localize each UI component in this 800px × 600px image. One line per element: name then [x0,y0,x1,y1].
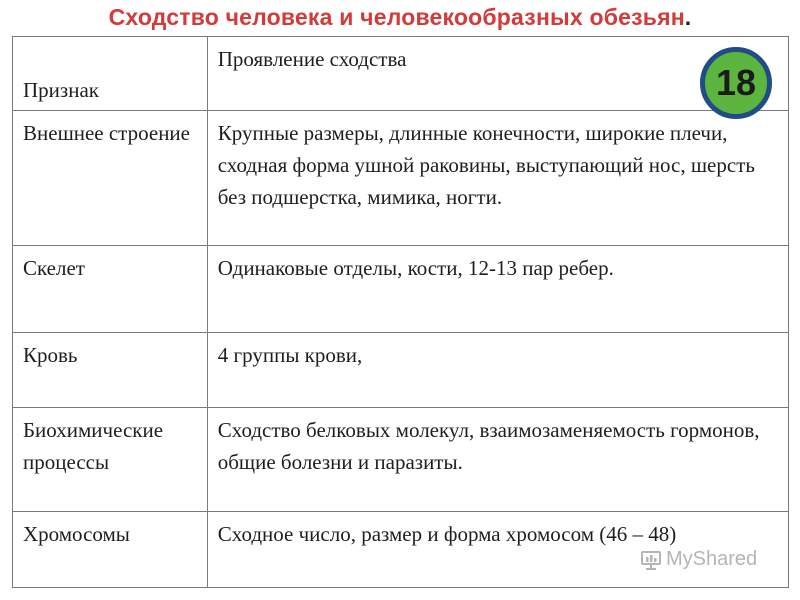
row-manifestation: Сходство белковых молекул, взаимозаменяемость гормонов, общие болезни и паразиты. [207,408,788,512]
watermark [640,548,757,571]
presentation-icon [640,549,662,571]
title-text: Сходство человека и человекообразных обезьян [108,4,685,30]
row-feature: Хромосомы [13,512,208,588]
table-header-row [13,37,789,111]
table-row [13,246,789,333]
table-row [13,111,789,246]
title-period: . [684,4,692,30]
row-feature: Биохимические процессы [13,408,208,512]
row-manifestation: Сходное число, размер и форма хромосом (46 – 48) [207,512,788,588]
row-feature: Внешнее строение [13,111,208,246]
table-row [13,333,789,408]
row-feature: Кровь [13,333,208,408]
header-feature: Признак [13,37,208,111]
row-manifestation: Одинаковые отделы, кости, 12-13 пар ребер. [207,246,788,333]
comparison-table [12,36,789,588]
slide-number-badge: 18 [700,47,772,119]
table-row [13,408,789,512]
row-feature: Скелет [13,246,208,333]
row-manifestation: Крупные размеры, длинные конечности, широкие плечи, сходная форма ушной раковины, выступающий нос, шерсть без подшерстка, мимика, ногти. [207,111,788,246]
watermark-text: MyShared [666,548,758,570]
slide-title [0,4,800,31]
row-manifestation: 4 группы крови, [207,333,788,408]
header-manifestation: Проявление сходства [207,37,788,111]
